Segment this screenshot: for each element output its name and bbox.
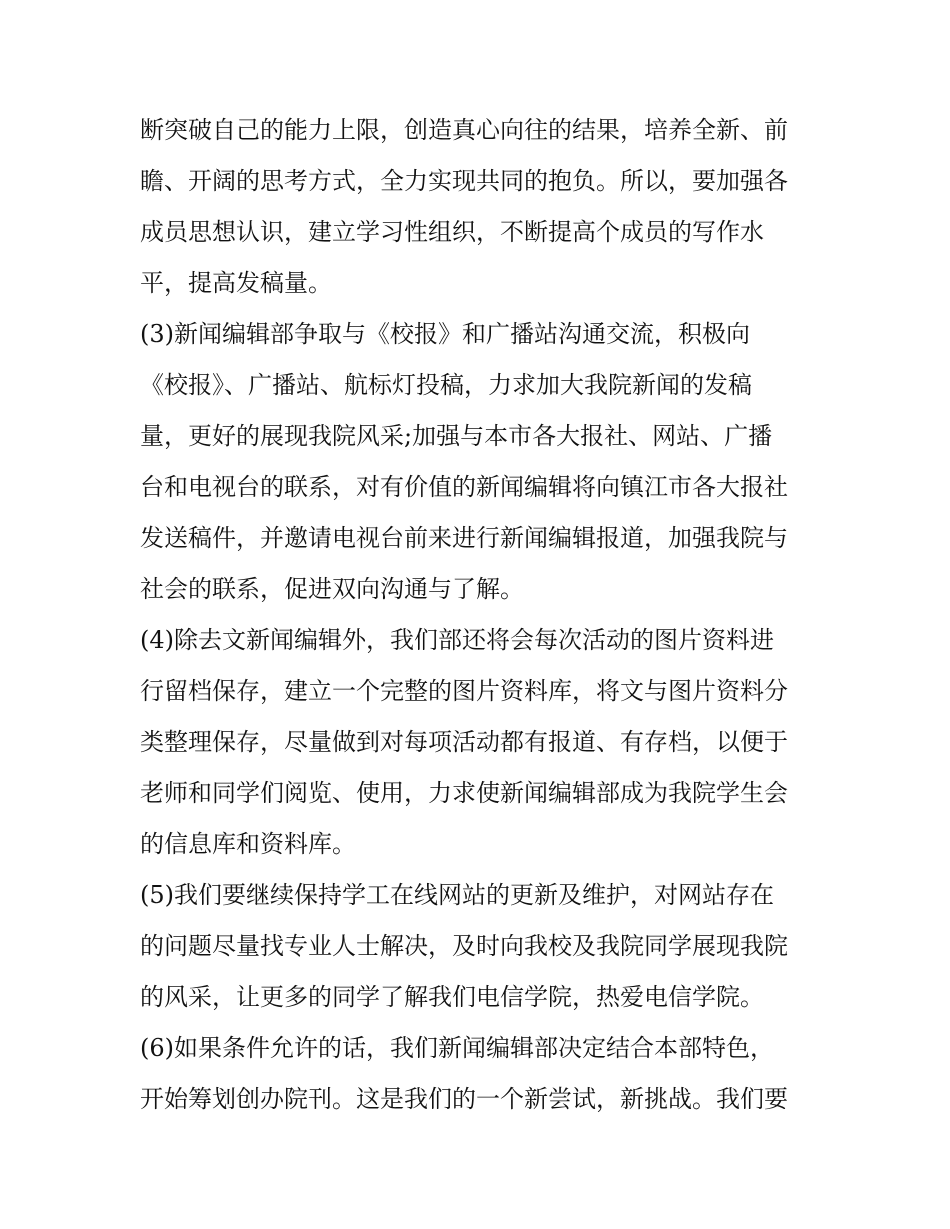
text-line-17: 的问题尽量找专业人士解决，及时向我校及我院同学展现我院 [140,932,788,960]
text-line-2: 瞻、开阔的思考方式，全力实现共同的抱负。所以，要加强各 [140,167,788,195]
text-line-13: 类整理保存，尽量做到对每项活动都有报道、有存档，以便于 [140,728,788,756]
text-line-7: 量，更好的展现我院风采;加强与本市各大报社、网站、广播 [140,422,773,450]
text-line-11: (4)除去文新闻编辑外，我们部还将会每次活动的图片资料进 [140,626,774,654]
text-line-12: 行留档保存，建立一个完整的图片资料库，将文与图片资料分 [140,677,788,705]
text-line-15: 的信息库和资料库。 [140,830,356,858]
text-line-9: 发送稿件，并邀请电视台前来进行新闻编辑报道，加强我院与 [140,524,788,552]
document-body [140,105,820,1125]
text-line-20: 开始筹划创办院刊。这是我们的一个新尝试，新挑战。我们要 [140,1085,788,1113]
text-line-19: (6)如果条件允许的话，我们新闻编辑部决定结合本部特色， [140,1034,774,1062]
text-line-10: 社会的联系，促进双向沟通与了解。 [140,575,524,603]
text-line-3: 成员思想认识，建立学习性组织，不断提高个成员的写作水 [140,218,764,246]
text-line-8: 台和电视台的联系，对有价值的新闻编辑将向镇江市各大报社 [140,473,788,501]
text-line-5: (3)新闻编辑部争取与《校报》和广播站沟通交流，积极向 [140,320,750,348]
text-line-14: 老师和同学们阅览、使用，力求使新闻编辑部成为我院学生会 [140,779,788,807]
text-line-6: 《校报》、广播站、航标灯投稿，力求加大我院新闻的发稿 [140,371,752,399]
text-line-18: 的风采，让更多的同学了解我们电信学院，热爱电信学院。 [140,983,764,1011]
text-line-1: 断突破自己的能力上限，创造真心向往的结果，培养全新、前 [140,116,788,144]
text-line-16: (5)我们要继续保持学工在线网站的更新及维护，对网站存在 [140,881,774,909]
text-line-4: 平，提高发稿量。 [140,269,332,297]
